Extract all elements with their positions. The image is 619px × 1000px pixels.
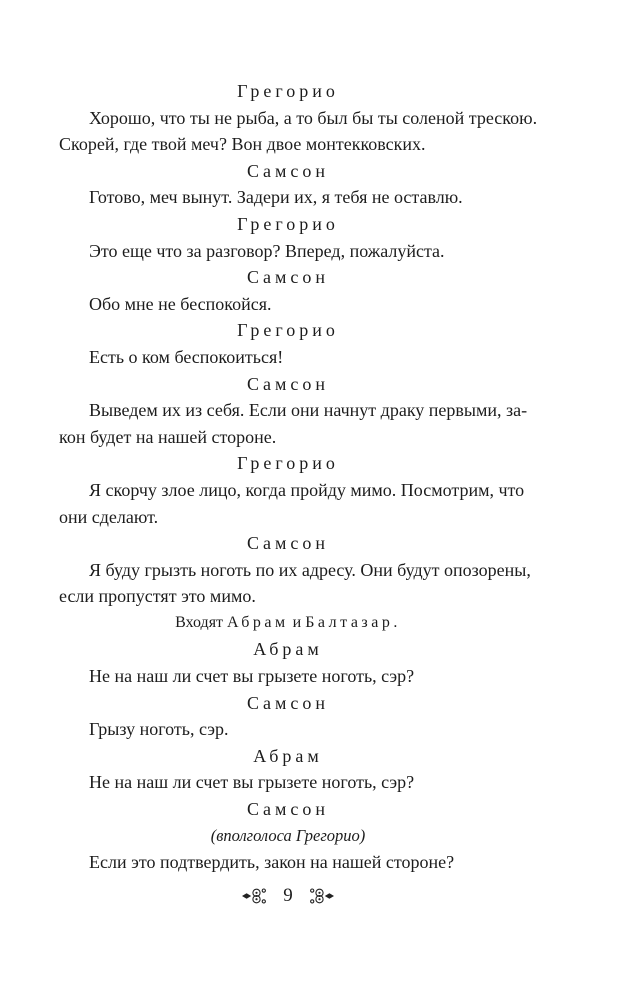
dialogue-paragraph <box>59 344 517 371</box>
character-name-heading: Самсон <box>246 533 329 554</box>
dialogue-paragraph <box>59 184 517 211</box>
stage-character-name: Балтазар. <box>305 613 401 631</box>
dialogue-line: Я скорчу злое лицо, когда пройду мимо. Посмотрим, что <box>89 479 525 500</box>
character-name-heading: Абрам <box>253 639 323 660</box>
dialogue-paragraph <box>59 769 517 796</box>
character-name-heading: Самсон <box>246 692 329 713</box>
dialogue-paragraph <box>59 663 517 690</box>
dialogue-line: Не на наш ли счет вы грызете ноготь, сэр? <box>89 666 415 687</box>
character-name-heading: Грегорио <box>237 453 339 474</box>
character-name-heading: Самсон <box>246 373 329 394</box>
dialogue-paragraph <box>59 557 531 610</box>
dialogue-line: Обо мне не беспокойся. <box>89 293 272 314</box>
stage-text: и <box>288 613 306 631</box>
dialogue-line: Готово, меч вынут. Задери их, я тебя не оставлю. <box>89 187 463 208</box>
character-name-heading: Грегорио <box>237 213 339 234</box>
character-name-heading: Абрам <box>253 745 323 766</box>
dialogue-line: Это еще что за разговор? Вперед, пожалуйста. <box>89 240 445 261</box>
parenthetical-direction: (вполголоса Грегорио) <box>210 825 366 845</box>
character-name-heading: Грегорио <box>237 81 339 101</box>
page-number: 9 <box>283 885 293 906</box>
dialogue-line: кон будет на нашей стороне. <box>59 426 277 447</box>
stage-character-name: Абрам <box>227 613 289 631</box>
dialogue-paragraph <box>59 291 517 318</box>
dialogue-line: Хорошо, что ты не рыба, а то был бы ты соленой трескою. <box>89 107 538 128</box>
dialogue-paragraph <box>59 716 517 743</box>
dialogue-line: если пропустят это мимо. <box>59 586 256 607</box>
dialogue-line: Выведем их из себя. Если они начнут драку первыми, за- <box>89 400 528 421</box>
page-footer <box>59 886 517 905</box>
dialogue-paragraph <box>59 477 525 530</box>
fleuron-right-icon <box>308 888 334 904</box>
character-name-heading: Самсон <box>246 799 329 820</box>
character-name-heading: Самсон <box>246 160 329 181</box>
fleuron-left-icon <box>242 888 268 904</box>
dialogue-line: Скорей, где твой меч? Вон двое монтекковских. <box>59 134 426 155</box>
character-name-heading: Грегорио <box>237 320 339 341</box>
character-name-heading: Самсон <box>246 267 329 288</box>
dialogue-line: Если это подтвердить, закон на нашей стороне? <box>89 852 455 873</box>
stage-direction <box>59 610 517 637</box>
page-content <box>59 78 538 876</box>
dialogue-line: Я буду грызть ноготь по их адресу. Они будут опозорены, <box>89 559 531 580</box>
dialogue-paragraph <box>59 849 517 876</box>
dialogue-paragraph <box>59 397 528 450</box>
dialogue-line: Грызу ноготь, сэр. <box>89 719 229 740</box>
dialogue-paragraph <box>59 238 517 265</box>
dialogue-paragraph <box>59 105 538 158</box>
dialogue-line: Не на наш ли счет вы грызете ноготь, сэр? <box>89 772 415 793</box>
stage-text: Входят <box>175 613 228 631</box>
dialogue-line: они сделают. <box>59 506 159 527</box>
dialogue-line: Есть о ком беспокоиться! <box>89 346 284 367</box>
